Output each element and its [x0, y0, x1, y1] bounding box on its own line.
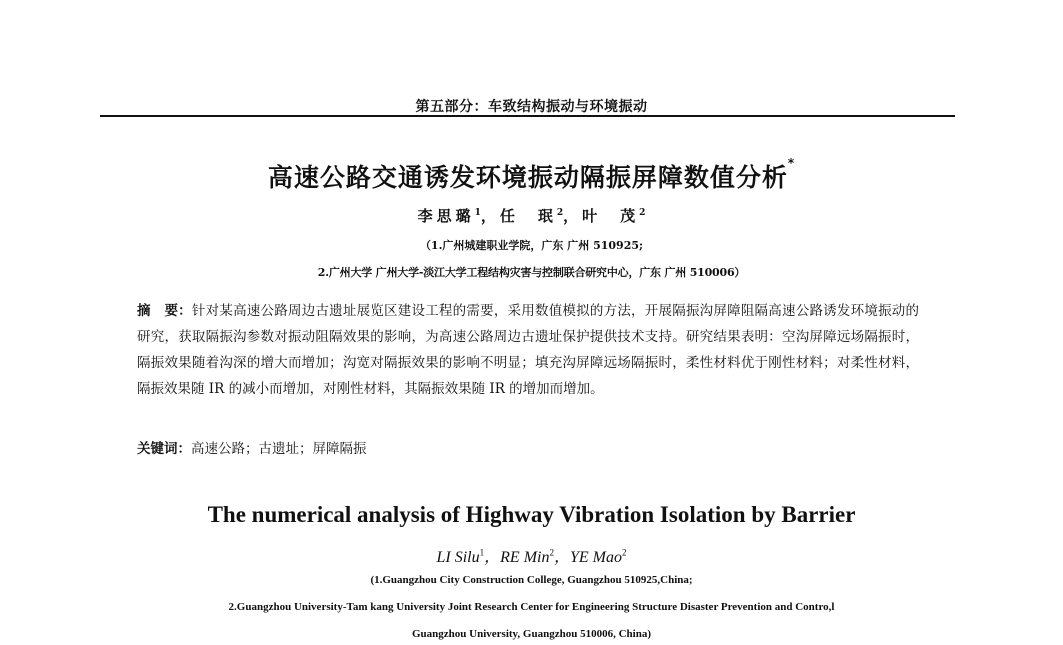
- author-cn-sup: 1: [474, 208, 481, 218]
- author-separator: ，: [553, 549, 570, 566]
- paper-title-cn: [0, 158, 1063, 194]
- keywords-text: 高速公路；古遗址；屏障隔振: [191, 441, 367, 457]
- authors-cn: [0, 205, 1063, 226]
- abstract-text: 针对某高速公路周边古遗址展览区建设工程的需要，采用数值模拟的方法，开展隔振沟屏障阻隔高速公路诱发环境振动的研究，获取隔振沟参数对振动阻隔效果的影响，为高速公路周边古遗址保护提供技术支持。研究结果表明：空沟屏障远场隔振时，隔振效果随着沟深的增大而增加；沟宽对隔振效果的影响不明显；填充沟屏障远场隔振时，柔性材料优于刚性材料；对柔性材料，隔振效果随 IR 的减小而增加，对刚性材料，其隔振效果随 IR 的增加而增加。: [137, 303, 920, 397]
- author-cn-name: 任 珉: [499, 207, 557, 225]
- keywords-label: 关键词：: [137, 441, 191, 457]
- author-separator: ，: [484, 549, 501, 566]
- abstract-cn: [137, 298, 919, 402]
- header-divider: [100, 115, 955, 117]
- affiliation-en-2: 2.Guangzhou University-Tam kang University Joint Research Center for Engineering Structure Disaster Prevention and Contro,l: [228, 601, 835, 613]
- affiliation-en-3: Guangzhou University, Guangzhou 510006, China): [412, 628, 651, 640]
- author-en-name: YE Mao: [569, 549, 622, 566]
- author-cn-sup: 2: [639, 208, 646, 218]
- author-separator: ，: [563, 207, 583, 225]
- author-separator: ，: [480, 207, 500, 225]
- authors-en: [0, 544, 1063, 567]
- abstract-label: 摘 要：: [137, 303, 192, 319]
- author-en-sup: 2: [621, 547, 627, 558]
- title-cn-footnote-mark: *: [787, 156, 796, 170]
- affiliation-cn-2: 2.广州大学 广州大学-淡江大学工程结构灾害与控制联合研究中心，广东 广州 510006）: [317, 266, 746, 279]
- title-cn-text: 高速公路交通诱发环境振动隔振屏障数值分析: [267, 163, 788, 192]
- author-en-name: LI Silu: [436, 549, 480, 566]
- author-cn-name: 叶 茂: [582, 207, 640, 225]
- affiliation-en-1: (1.Guangzhou City Construction College, Guangzhou 510925,China;: [370, 574, 693, 586]
- keywords-cn: [137, 437, 367, 457]
- author-cn-name: 李思璐: [417, 207, 475, 225]
- paper-title-en: The numerical analysis of Highway Vibration Isolation by Barrier: [207, 502, 856, 527]
- author-en-sup: 2: [549, 547, 554, 558]
- author-en-name: RE Min: [500, 549, 550, 566]
- author-cn-sup: 2: [556, 208, 564, 218]
- author-en-sup: 1: [479, 547, 485, 558]
- affiliation-cn-1: （1.广州城建职业学院，广东 广州 510925;: [419, 239, 644, 252]
- running-header: 第五部分：车致结构振动与环境振动: [415, 99, 648, 115]
